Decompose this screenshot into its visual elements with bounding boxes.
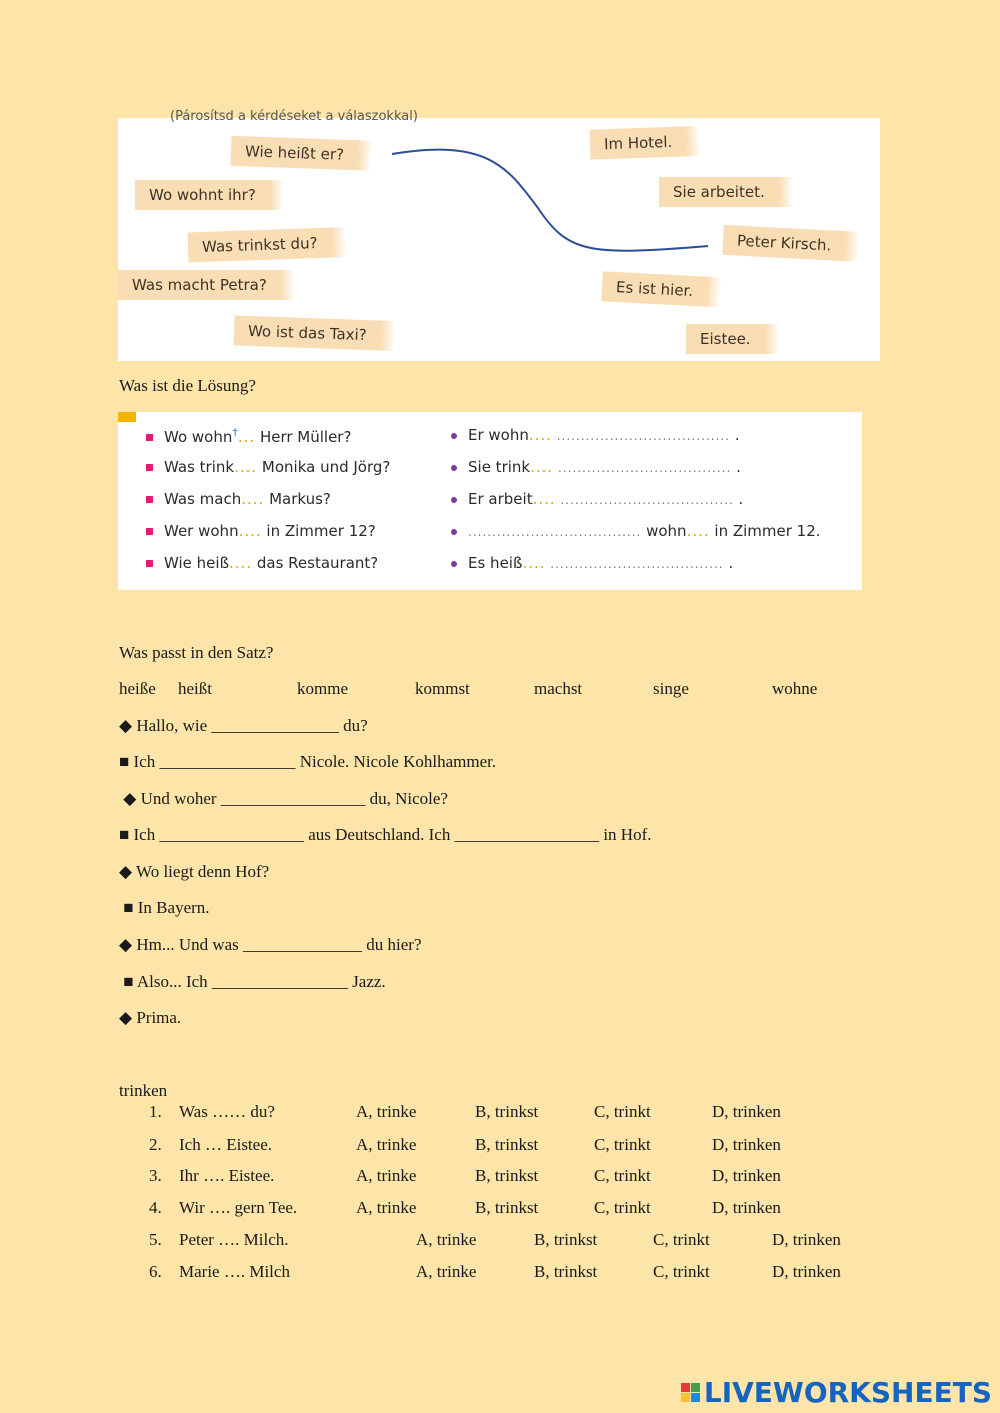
dialogue-line[interactable]: ◆ Hm... Und was ______________ du hier? [119, 935, 422, 954]
quiz-question: Was …… du? [179, 1102, 275, 1121]
quiz-number: 2. [149, 1135, 162, 1154]
grammar-table-image [118, 412, 862, 590]
quiz-number: 1. [149, 1102, 162, 1121]
word-bank-item: singe [653, 679, 689, 698]
answer-row: .................................... wohn.... in Zimmer 12. [451, 522, 821, 540]
quiz-option[interactable]: B, trinkst [475, 1135, 539, 1154]
quiz-question: Peter …. Milch. [179, 1230, 289, 1249]
dialogue-line[interactable]: ■ Ich ________________ Nicole. Nicole Kohlhammer. [119, 752, 497, 771]
matching-exercise-image [118, 109, 880, 361]
quiz-option[interactable]: B, trinkst [534, 1262, 598, 1281]
answer-blank[interactable]: .................................... [550, 557, 724, 571]
quiz-option[interactable]: C, trinkt [653, 1230, 710, 1249]
quiz-option[interactable]: D, trinken [712, 1135, 781, 1154]
quiz-number: 3. [149, 1166, 162, 1185]
quiz-option[interactable]: B, trinkst [475, 1166, 539, 1185]
answer-strip[interactable]: Peter Kirsch. [722, 225, 846, 261]
quiz-option[interactable]: B, trinkst [475, 1102, 539, 1121]
answer-blank[interactable]: .................................... [560, 493, 734, 507]
pink-square-icon [146, 560, 153, 567]
question-row: Wo wohn†... Herr Müller? [146, 426, 351, 446]
dialogue-line: ◆ Prima. [119, 1008, 182, 1027]
question-strip[interactable]: Wo ist das Taxi? [234, 315, 382, 350]
quiz-option[interactable]: C, trinkt [594, 1166, 651, 1185]
quiz-option[interactable]: D, trinken [712, 1102, 781, 1121]
answer-strip[interactable]: Sie arbeitet. [659, 177, 779, 207]
question-row: Wer wohn.... in Zimmer 12? [146, 522, 376, 540]
answer-strip[interactable]: Eistee. [686, 324, 765, 354]
quiz-question: Ich … Eistee. [179, 1135, 272, 1154]
connecting-line [118, 118, 880, 361]
question-row: Was mach.... Markus? [146, 490, 331, 508]
answer-blank[interactable]: .................................... [557, 461, 732, 475]
word-bank-item: machst [534, 679, 583, 698]
purple-dot-icon [451, 561, 457, 567]
quiz-option[interactable]: B, trinkst [475, 1198, 539, 1217]
quiz-option[interactable]: A, trinke [356, 1135, 417, 1154]
dialogue-line[interactable]: ◆ Hallo, wie _______________ du? [119, 716, 368, 735]
dialogue-line[interactable]: ◆ Und woher _________________ du, Nicole? [119, 789, 448, 808]
quiz-option[interactable]: C, trinkt [594, 1198, 651, 1217]
fill-title: Was passt in den Satz? [119, 643, 274, 662]
quiz-option[interactable]: B, trinkst [534, 1230, 598, 1249]
question-strip[interactable]: Was trinkst du? [188, 228, 332, 263]
purple-dot-icon [451, 465, 457, 471]
dialogue-line: ◆ Wo liegt denn Hof? [119, 862, 270, 881]
quiz-option[interactable]: D, trinken [712, 1198, 781, 1217]
quiz-question: Ihr …. Eistee. [179, 1166, 275, 1185]
quiz-question: Marie …. Milch [179, 1262, 290, 1281]
answer-strip[interactable]: Es ist hier. [601, 271, 708, 306]
solution-prompt: Was ist die Lösung? [119, 376, 256, 395]
question-strip[interactable]: Was macht Petra? [118, 270, 281, 300]
quiz-option[interactable]: A, trinke [356, 1166, 417, 1185]
question-row: Was trink.... Monika und Jörg? [146, 458, 390, 476]
cutoff-instruction: (Párosítsd a kérdéseket a válaszokkal) [170, 109, 418, 124]
quiz-title: trinken [119, 1081, 168, 1100]
quiz-option[interactable]: D, trinken [772, 1230, 841, 1249]
quiz-question: Wir …. gern Tee. [179, 1198, 298, 1217]
word-bank-item: heißt [178, 679, 212, 698]
quiz-option[interactable]: A, trinke [356, 1198, 417, 1217]
pink-square-icon [146, 464, 153, 471]
answer-row: Sie trink.... .................................... . [451, 458, 741, 476]
corner-marker [118, 412, 136, 422]
answer-blank[interactable]: .................................... [468, 525, 642, 539]
quiz-option[interactable]: A, trinke [356, 1102, 417, 1121]
word-bank-item: wohne [772, 679, 818, 698]
pink-square-icon [146, 528, 153, 535]
dialogue-line[interactable]: ■ Ich _________________ aus Deutschland. Ich _________________ in Hof. [119, 825, 652, 844]
quiz-number: 4. [149, 1198, 162, 1217]
quiz-option[interactable]: A, trinke [416, 1262, 477, 1281]
quiz-option[interactable]: C, trinkt [594, 1135, 651, 1154]
quiz-option[interactable]: C, trinkt [653, 1262, 710, 1281]
quiz-number: 5. [149, 1230, 162, 1249]
pink-square-icon [146, 496, 153, 503]
purple-dot-icon [451, 497, 457, 503]
purple-dot-icon [451, 433, 457, 439]
quiz-option[interactable]: D, trinken [772, 1262, 841, 1281]
answer-strip[interactable]: Im Hotel. [590, 126, 687, 159]
quiz-option[interactable]: D, trinken [712, 1166, 781, 1185]
pink-square-icon [146, 434, 153, 441]
question-strip[interactable]: Wo wohnt ihr? [135, 180, 270, 210]
answer-blank[interactable]: .................................... [556, 429, 731, 443]
quiz-option[interactable]: C, trinkt [594, 1102, 651, 1121]
logo-text: LIVEWORKSHEETS [703, 1376, 992, 1409]
word-bank-item: heiße [119, 679, 156, 698]
word-bank-item: kommst [415, 679, 470, 698]
answer-row: Er wohn.... .................................... . [451, 426, 740, 444]
liveworksheets-logo [681, 1376, 992, 1409]
quiz-option[interactable]: A, trinke [416, 1230, 477, 1249]
logo-blocks-icon [681, 1383, 700, 1402]
word-bank-item: komme [297, 679, 348, 698]
answer-row: Er arbeit.... .................................... . [451, 490, 743, 508]
dialogue-line[interactable]: ■ Also... Ich ________________ Jazz. [119, 972, 386, 991]
dialogue-line: ■ In Bayern. [119, 898, 210, 917]
quiz-number: 6. [149, 1262, 162, 1281]
purple-dot-icon [451, 529, 457, 535]
answer-row: Es heiß.... .................................... . [451, 554, 733, 572]
question-strip[interactable]: Wie heißt er? [231, 136, 359, 170]
question-row: Wie heiß.... das Restaurant? [146, 554, 378, 572]
